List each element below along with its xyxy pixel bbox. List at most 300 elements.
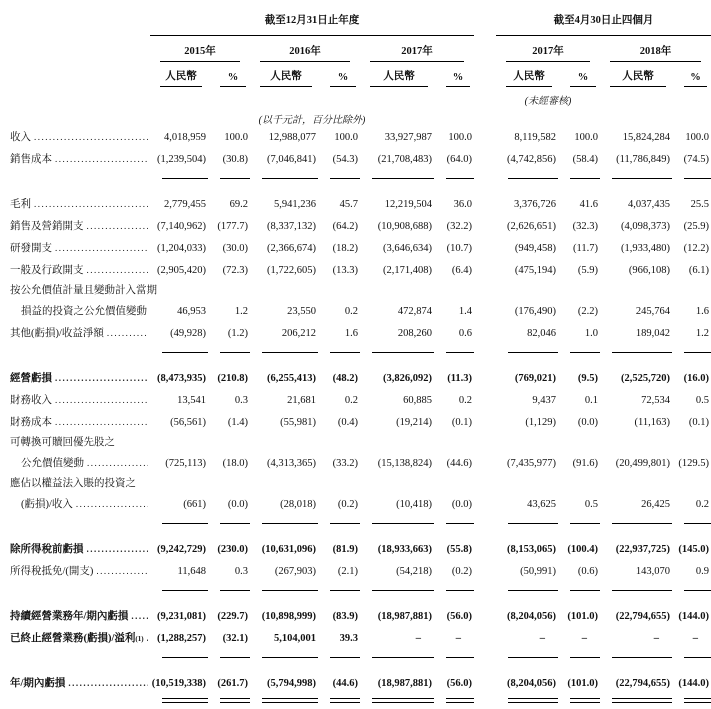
row-label xyxy=(0,433,150,474)
amount-cell: – xyxy=(415,633,421,644)
row-label-text: 經營虧損 xyxy=(10,373,52,384)
currency-header-row xyxy=(0,62,711,87)
row-label-text: 持續經營業務年/期內虧損 xyxy=(10,611,129,622)
percent-header: % xyxy=(220,66,246,87)
percent-cell: (56.0) xyxy=(446,611,472,622)
table-row xyxy=(0,322,711,344)
amount-cell: (2,525,720) xyxy=(621,373,670,384)
table-row xyxy=(0,367,711,389)
amount-cell: (18,933,663) xyxy=(377,544,432,555)
amount-cell: (6,255,413) xyxy=(267,373,316,384)
table-row xyxy=(0,281,711,322)
percent-cell: (5.9) xyxy=(577,265,598,276)
percent-cell: (2.1) xyxy=(337,566,358,577)
table-row xyxy=(0,538,711,560)
row-label-line xyxy=(10,390,150,411)
row-label-text: 應佔以權益法入賬的投資之 xyxy=(10,478,136,489)
row-label-text: 按公允價值計量且變動計入當期 xyxy=(10,285,157,296)
percent-cell: 0.2 xyxy=(695,499,709,510)
amount-cell: (8,337,132) xyxy=(267,221,316,232)
percent-header: % xyxy=(446,66,470,87)
row-label-text: 年/期內虧損 xyxy=(10,678,66,689)
amount-cell: (10,631,096) xyxy=(261,544,316,555)
dot-leader xyxy=(55,368,148,388)
amount-cell: (1,933,480) xyxy=(621,243,670,254)
percent-cell: (32.1) xyxy=(222,633,248,644)
row-spacer xyxy=(0,658,711,672)
section-gap xyxy=(474,148,496,170)
year-header-row xyxy=(0,36,711,62)
row-label-line xyxy=(10,606,150,627)
double-rule xyxy=(508,698,558,703)
subtotal-rule-row xyxy=(0,649,711,658)
percent-cell: (56.0) xyxy=(446,678,472,689)
period-annual-title: 截至12月31日止年度 xyxy=(150,10,474,36)
amount-cell: (2,626,651) xyxy=(507,221,556,232)
dot-leader xyxy=(55,390,148,410)
amount-cell: 82,046 xyxy=(527,328,556,339)
amount-cell: (7,140,962) xyxy=(157,221,206,232)
section-gap xyxy=(474,389,496,411)
percent-cell: (0.4) xyxy=(337,417,358,428)
amount-cell: (19,214) xyxy=(396,417,432,428)
section-gap xyxy=(474,193,496,215)
double-rule xyxy=(262,698,318,703)
percent-header: % xyxy=(684,66,707,87)
amount-cell: (4,742,856) xyxy=(507,154,556,165)
table-row xyxy=(0,433,711,474)
row-label-line xyxy=(10,368,150,389)
percent-cell: 1.6 xyxy=(344,328,358,339)
dot-leader xyxy=(96,561,148,581)
section-gap xyxy=(474,215,496,237)
row-label-line xyxy=(10,453,150,474)
amount-cell: 206,212 xyxy=(281,328,316,339)
amount-cell: 72,534 xyxy=(641,395,670,406)
row-label xyxy=(0,538,150,560)
amount-cell: – xyxy=(539,633,545,644)
amount-cell: (4,098,373) xyxy=(621,221,670,232)
percent-cell: 41.6 xyxy=(579,199,598,210)
interim-2017-header: 2017年 xyxy=(506,36,590,62)
interim-2018-header: 2018年 xyxy=(610,36,701,62)
table-row xyxy=(0,672,711,694)
dot-leader xyxy=(34,194,148,214)
dot-leader xyxy=(87,216,149,236)
table-row xyxy=(0,148,711,170)
percent-cell: (0.6) xyxy=(577,566,598,577)
row-label-line xyxy=(10,474,150,494)
percent-cell: 45.7 xyxy=(339,199,358,210)
percent-cell: 0.5 xyxy=(584,499,598,510)
amount-cell: (3,826,092) xyxy=(383,373,432,384)
percent-cell: (54.3) xyxy=(332,154,358,165)
amount-cell: (8,204,056) xyxy=(507,611,556,622)
amount-cell: (1,722,605) xyxy=(267,265,316,276)
amount-cell: (176,490) xyxy=(514,306,556,317)
percent-cell: (1.4) xyxy=(227,417,248,428)
amount-cell: 12,219,504 xyxy=(384,199,432,210)
percent-cell: (0.1) xyxy=(451,417,472,428)
amount-cell: 12,988,077 xyxy=(268,132,316,143)
amount-cell: (8,473,935) xyxy=(157,373,206,384)
percent-cell: 100.0 xyxy=(574,132,598,143)
row-label-text: 除所得稅前虧損 xyxy=(10,544,84,555)
amount-cell: (9,231,081) xyxy=(157,611,206,622)
table-body xyxy=(0,126,711,703)
percent-cell: (144.0) xyxy=(678,678,709,689)
row-spacer xyxy=(0,591,711,605)
section-gap xyxy=(474,582,496,591)
double-rule xyxy=(684,698,711,703)
table-row xyxy=(0,605,711,627)
subtotal-rule-row xyxy=(0,344,711,353)
row-label xyxy=(0,605,150,627)
amount-cell: 4,037,435 xyxy=(628,199,670,210)
percent-cell: 0.3 xyxy=(234,566,248,577)
percent-cell: (9.5) xyxy=(577,373,598,384)
section-gap xyxy=(474,433,496,474)
percent-header: % xyxy=(330,66,356,87)
row-label xyxy=(0,237,150,259)
row-label-text: 一般及行政開支 xyxy=(10,265,84,276)
amount-cell: 43,625 xyxy=(527,499,556,510)
percent-cell: 100.0 xyxy=(685,132,709,143)
amount-cell: (56,561) xyxy=(170,417,206,428)
dot-leader xyxy=(87,260,149,280)
row-label-line xyxy=(10,194,150,215)
amount-cell: (966,108) xyxy=(628,265,670,276)
double-rule xyxy=(372,698,434,703)
amount-cell: 208,260 xyxy=(397,328,432,339)
table-row xyxy=(0,193,711,215)
percent-cell: (0.0) xyxy=(227,499,248,510)
amount-cell: (7,046,841) xyxy=(267,154,316,165)
amount-cell: (9,242,729) xyxy=(157,544,206,555)
row-label-text: 公允價值變動 xyxy=(21,458,84,469)
row-label xyxy=(0,215,150,237)
amount-cell: 60,885 xyxy=(403,395,432,406)
percent-cell: 1.0 xyxy=(584,328,598,339)
row-label-line xyxy=(10,323,150,344)
financial-summary-table xyxy=(0,10,711,703)
row-label xyxy=(0,474,150,515)
row-label xyxy=(0,148,150,170)
table-row xyxy=(0,126,711,148)
percent-cell: 0.9 xyxy=(695,566,709,577)
row-label-line xyxy=(10,281,157,301)
rmb-header: 人民幣 xyxy=(370,62,428,87)
percent-cell: (0.0) xyxy=(451,499,472,510)
row-label-text: 所得稅抵免/(開支) xyxy=(10,566,94,577)
row-label-text: 財務收入 xyxy=(10,395,52,406)
row-label xyxy=(0,411,150,433)
amount-cell: 21,681 xyxy=(287,395,316,406)
percent-cell: 0.2 xyxy=(344,395,358,406)
percent-cell: 69.2 xyxy=(229,199,248,210)
row-label-line xyxy=(10,127,150,148)
row-label-line xyxy=(10,673,150,694)
amount-cell: (2,366,674) xyxy=(267,243,316,254)
amount-cell: (15,138,824) xyxy=(377,458,432,469)
percent-cell: (1.2) xyxy=(227,328,248,339)
amount-cell: (21,708,483) xyxy=(377,154,432,165)
row-label-text: 損益的投資之公允價值變動 xyxy=(21,306,147,317)
percent-cell: – xyxy=(581,633,587,644)
amount-cell: (1,129) xyxy=(525,417,556,428)
amount-cell: 8,119,582 xyxy=(514,132,556,143)
amount-cell: (3,646,634) xyxy=(383,243,432,254)
section-gap xyxy=(474,259,496,281)
amount-cell: (1,239,504) xyxy=(157,154,206,165)
percent-cell: 1.2 xyxy=(234,306,248,317)
percent-cell: (64.2) xyxy=(332,221,358,232)
rmb-header: 人民幣 xyxy=(610,62,666,87)
percent-cell: (0.2) xyxy=(451,566,472,577)
row-label xyxy=(0,259,150,281)
amount-cell: 4,018,959 xyxy=(164,132,206,143)
amount-cell: 11,648 xyxy=(177,566,206,577)
percent-cell: (83.9) xyxy=(332,611,358,622)
percent-cell: (144.0) xyxy=(678,611,709,622)
percent-cell: (0.2) xyxy=(337,499,358,510)
percent-cell: (55.8) xyxy=(446,544,472,555)
percent-cell: 1.6 xyxy=(695,306,709,317)
amount-cell: 15,824,284 xyxy=(622,132,670,143)
section-gap xyxy=(474,649,496,658)
amount-cell: 2,779,455 xyxy=(164,199,206,210)
dot-leader xyxy=(34,127,148,147)
amount-cell: (22,937,725) xyxy=(615,544,670,555)
row-label xyxy=(0,126,150,148)
amount-cell: (475,194) xyxy=(514,265,556,276)
amount-cell: (2,905,420) xyxy=(157,265,206,276)
percent-cell: (177.7) xyxy=(217,221,248,232)
amount-cell: (8,153,065) xyxy=(507,544,556,555)
double-rule xyxy=(446,698,474,703)
subtotal-rule-row xyxy=(0,515,711,524)
percent-cell: (74.5) xyxy=(683,154,709,165)
dot-leader xyxy=(76,494,148,514)
amount-cell: (10,519,338) xyxy=(151,678,206,689)
row-label-line xyxy=(10,412,150,433)
percent-cell: 1.4 xyxy=(458,306,472,317)
percent-cell: (11.7) xyxy=(573,243,598,254)
amount-cell: (18,987,881) xyxy=(377,611,432,622)
row-label xyxy=(0,281,157,322)
row-label xyxy=(0,367,150,389)
table-row xyxy=(0,259,711,281)
amount-cell: 5,104,001 xyxy=(274,633,316,644)
row-label-line xyxy=(10,301,150,322)
amount-cell: (1,204,033) xyxy=(157,243,206,254)
amount-cell: (11,786,849) xyxy=(616,154,670,165)
amount-cell: (769,021) xyxy=(514,373,556,384)
period-interim-title: 截至4月30日止四個月 xyxy=(496,10,711,36)
section-gap xyxy=(474,474,496,515)
percent-cell: 25.5 xyxy=(690,199,709,210)
row-label-text: 銷售及營銷開支 xyxy=(10,221,84,232)
percent-cell: – xyxy=(692,633,698,644)
double-rule xyxy=(162,698,208,703)
period-group-row xyxy=(0,10,711,36)
percent-header: % xyxy=(570,66,596,87)
double-rule xyxy=(612,698,672,703)
table-row xyxy=(0,215,711,237)
dot-leader xyxy=(55,238,148,258)
percent-cell: 0.3 xyxy=(234,395,248,406)
percent-cell: (210.8) xyxy=(217,373,248,384)
dot-leader xyxy=(107,323,148,343)
row-label-text: 毛利 xyxy=(10,199,31,210)
amount-cell: 13,541 xyxy=(177,395,206,406)
section-gap xyxy=(474,538,496,560)
dot-leader xyxy=(131,606,148,626)
percent-cell: (6.1) xyxy=(688,265,709,276)
amount-cell: (49,928) xyxy=(170,328,206,339)
row-label-text: 研發開支 xyxy=(10,243,52,254)
table-row xyxy=(0,389,711,411)
row-spacer xyxy=(0,353,711,367)
percent-cell: 0.5 xyxy=(695,395,709,406)
row-label-line xyxy=(10,149,150,170)
units-note: (以千元計，百分比除外) xyxy=(258,115,366,126)
amount-cell: 5,941,236 xyxy=(274,199,316,210)
section-gap xyxy=(474,237,496,259)
amount-cell: 189,042 xyxy=(635,328,670,339)
percent-cell: (2.2) xyxy=(577,306,598,317)
amount-cell: (5,794,998) xyxy=(267,678,316,689)
dot-leader xyxy=(147,628,148,648)
table-row xyxy=(0,411,711,433)
percent-cell: (100.4) xyxy=(567,544,598,555)
amount-cell: – xyxy=(653,633,659,644)
percent-cell: (0.1) xyxy=(688,417,709,428)
row-label xyxy=(0,322,150,344)
percent-cell: (44.6) xyxy=(446,458,472,469)
row-spacer xyxy=(0,179,711,193)
percent-cell: (10.7) xyxy=(446,243,472,254)
percent-cell: (32.2) xyxy=(446,221,472,232)
double-rule xyxy=(330,698,360,703)
row-spacer xyxy=(0,524,711,538)
double-rule xyxy=(570,698,600,703)
percent-cell: (12.2) xyxy=(683,243,709,254)
year-2015-header: 2015年 xyxy=(160,36,240,62)
amount-cell: 46,953 xyxy=(177,306,206,317)
amount-cell: 26,425 xyxy=(641,499,670,510)
amount-cell: 472,874 xyxy=(397,306,432,317)
row-label xyxy=(0,627,150,649)
section-gap xyxy=(474,367,496,389)
row-label-text: 銷售成本 xyxy=(10,154,52,165)
subtotal-rule-row xyxy=(0,170,711,179)
year-2016-header: 2016年 xyxy=(260,36,350,62)
percent-cell: (101.0) xyxy=(567,678,598,689)
amount-cell: (661) xyxy=(183,499,206,510)
amount-cell: (10,898,999) xyxy=(261,611,316,622)
table-row xyxy=(0,474,711,515)
percent-cell: (81.9) xyxy=(332,544,358,555)
row-label-text: 財務成本 xyxy=(10,417,52,428)
amount-cell: 33,927,987 xyxy=(384,132,432,143)
dot-leader xyxy=(55,149,148,169)
row-label-text: (虧損)/收入 xyxy=(21,499,73,510)
percent-cell: 0.6 xyxy=(458,328,472,339)
percent-cell: 100.0 xyxy=(334,132,358,143)
percent-cell: (0.0) xyxy=(577,417,598,428)
row-label-text: 已終止經營業務(虧損)/溢利 xyxy=(10,633,136,644)
percent-cell: (64.0) xyxy=(446,154,472,165)
percent-cell: (32.3) xyxy=(572,221,598,232)
table-row xyxy=(0,560,711,582)
row-label-line xyxy=(10,238,150,259)
amount-cell: (267,903) xyxy=(274,566,316,577)
section-gap xyxy=(474,411,496,433)
amount-cell: 23,550 xyxy=(287,306,316,317)
percent-cell: 39.3 xyxy=(339,633,358,644)
percent-cell: (16.0) xyxy=(683,373,709,384)
section-gap xyxy=(474,344,496,353)
amount-cell: (50,991) xyxy=(520,566,556,577)
row-label xyxy=(0,193,150,215)
percent-cell: – xyxy=(455,633,461,644)
amount-cell: (54,218) xyxy=(396,566,432,577)
dot-leader xyxy=(68,673,148,693)
row-label-line xyxy=(10,561,150,582)
row-label-text: 其他(虧損)/收益淨額 xyxy=(10,328,104,339)
units-note-row xyxy=(0,107,711,126)
amount-cell: (11,163) xyxy=(634,417,670,428)
amount-cell: (28,018) xyxy=(280,499,316,510)
amount-cell: 3,376,726 xyxy=(514,199,556,210)
amount-cell: (2,171,408) xyxy=(383,265,432,276)
amount-cell: 245,764 xyxy=(635,306,670,317)
amount-cell: (8,204,056) xyxy=(507,678,556,689)
table-row xyxy=(0,627,711,649)
percent-cell: (230.0) xyxy=(217,544,248,555)
amount-cell: (10,908,688) xyxy=(377,221,432,232)
percent-cell: (261.7) xyxy=(217,678,248,689)
percent-cell: (18.0) xyxy=(222,458,248,469)
section-gap xyxy=(474,560,496,582)
row-label xyxy=(0,389,150,411)
row-label-text: 收入 xyxy=(10,132,31,143)
row-label-line xyxy=(10,539,150,560)
row-label-line xyxy=(10,494,150,515)
row-label-text: 可轉換可贖回優先股之 xyxy=(10,437,115,448)
percent-cell: (129.5) xyxy=(678,458,709,469)
double-rule xyxy=(220,698,250,703)
amount-cell: (4,313,365) xyxy=(267,458,316,469)
percent-cell: (44.6) xyxy=(332,678,358,689)
amount-cell: (18,987,881) xyxy=(377,678,432,689)
section-gap xyxy=(474,694,496,703)
section-gap xyxy=(474,322,496,344)
section-gap xyxy=(474,170,496,179)
percent-cell: 100.0 xyxy=(224,132,248,143)
rmb-header: 人民幣 xyxy=(260,62,312,87)
percent-cell: 0.2 xyxy=(344,306,358,317)
amount-cell: (725,113) xyxy=(165,458,206,469)
section-gap xyxy=(474,605,496,627)
section-gap xyxy=(474,627,496,649)
row-label xyxy=(0,560,150,582)
percent-cell: 36.0 xyxy=(453,199,472,210)
row-label-line: 已終止經營業務(虧損)/溢利 (1) ..... xyxy=(10,628,150,649)
section-gap xyxy=(474,515,496,524)
amount-cell: (949,458) xyxy=(514,243,556,254)
